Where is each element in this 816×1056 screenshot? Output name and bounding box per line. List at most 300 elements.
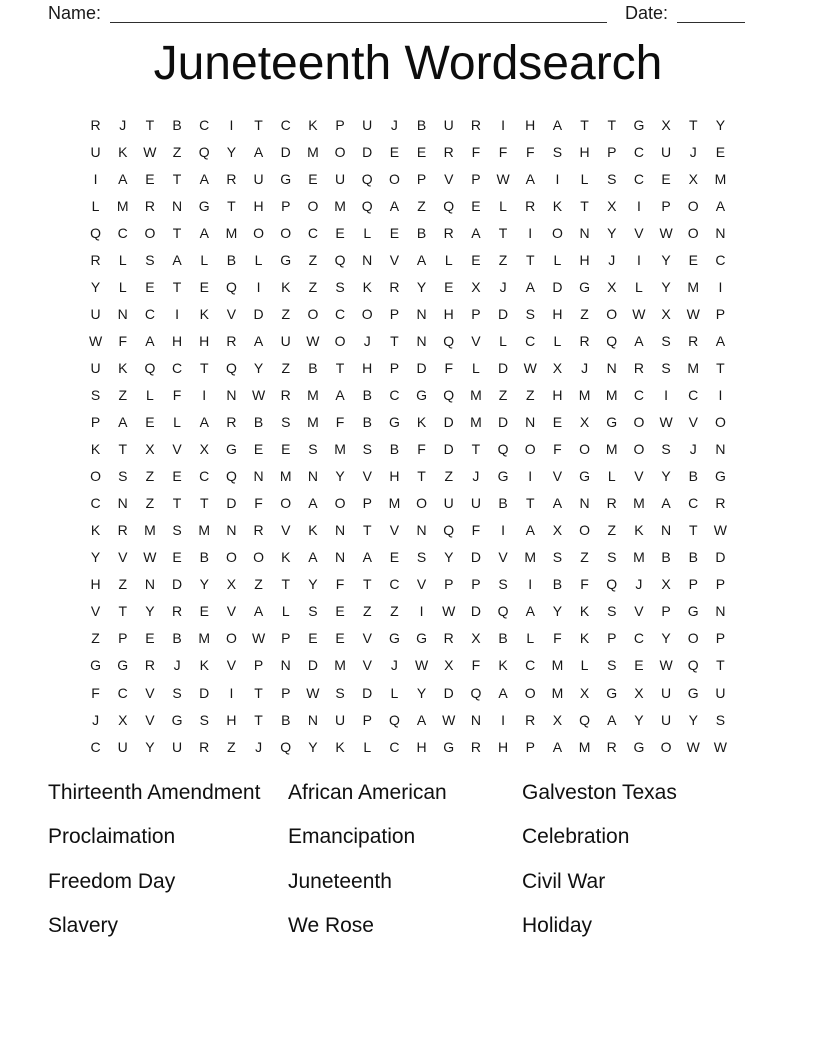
grid-cell: A — [416, 251, 427, 268]
grid-cell: Y — [416, 684, 427, 701]
grid-cell: J — [689, 143, 697, 160]
grid-cell: U — [661, 684, 672, 701]
grid-cell: B — [172, 116, 182, 133]
grid-cell: P — [471, 170, 481, 187]
grid-cell: J — [119, 116, 127, 133]
grid-cell: B — [308, 359, 318, 376]
grid-cell: C — [117, 684, 128, 701]
grid-cell: M — [334, 197, 346, 214]
grid-cell: F — [525, 143, 535, 160]
grid-cell: F — [471, 522, 481, 539]
grid-cell: C — [199, 468, 210, 485]
grid-cell: P — [118, 630, 128, 647]
grid-cell: M — [388, 495, 401, 512]
grid-cell: X — [471, 630, 481, 647]
grid-cell: A — [498, 684, 508, 701]
grid-cell: M — [225, 224, 238, 241]
grid-cell: T — [390, 332, 399, 349]
wordsearch-grid — [82, 111, 734, 760]
grid-cell: K — [118, 143, 128, 160]
grid-cell: G — [443, 738, 455, 755]
grid-cell: H — [443, 305, 454, 322]
grid-cell: X — [661, 116, 671, 133]
grid-cell: C — [525, 657, 536, 674]
grid-cell: X — [471, 278, 481, 295]
grid-cell: S — [308, 441, 318, 458]
grid-cell: N — [117, 305, 128, 322]
grid-cell: C — [633, 143, 644, 160]
grid-cell: E — [444, 278, 454, 295]
grid-cell: T — [172, 224, 182, 241]
grid-cell: S — [199, 711, 209, 728]
grid-cell: I — [93, 170, 98, 187]
grid-cell: X — [199, 441, 209, 458]
grid-cell: M — [578, 738, 591, 755]
grid-cell: L — [118, 251, 127, 268]
grid-cell: E — [335, 630, 345, 647]
grid-cell: V — [389, 251, 400, 268]
grid-cell: U — [117, 738, 128, 755]
word-list-item: Freedom Day — [48, 869, 176, 893]
grid-cell: E — [172, 549, 182, 566]
grid-cell: N — [416, 522, 427, 539]
grid-cell: R — [144, 657, 155, 674]
grid-cell: C — [144, 305, 155, 322]
grid-cell: Y — [253, 359, 264, 376]
grid-cell: Z — [417, 197, 426, 214]
grid-cell: S — [308, 603, 318, 620]
grid-cell: A — [416, 711, 427, 728]
grid-cell: M — [116, 197, 129, 214]
grid-cell: S — [362, 441, 372, 458]
grid-cell: G — [280, 170, 292, 187]
grid-cell: C — [90, 738, 101, 755]
grid-cell: I — [636, 251, 641, 268]
grid-cell: S — [172, 522, 182, 539]
grid-cell: T — [580, 116, 589, 133]
grid-cell: R — [90, 251, 101, 268]
grid-cell: O — [307, 197, 319, 214]
grid-cell: O — [687, 630, 699, 647]
grid-cell: N — [117, 495, 128, 512]
grid-cell: G — [579, 468, 591, 485]
grid-cell: G — [714, 468, 726, 485]
grid-cell: I — [664, 386, 669, 403]
grid-cell: N — [416, 332, 427, 349]
grid-cell: J — [363, 332, 371, 349]
grid-cell: T — [145, 116, 155, 133]
grid-cell: D — [443, 414, 454, 431]
word-list-item: We Rose — [288, 913, 374, 937]
grid-cell: B — [172, 630, 182, 647]
grid-cell: E — [634, 657, 644, 674]
grid-cell: N — [661, 522, 672, 539]
grid-cell: V — [226, 603, 237, 620]
grid-cell: E — [253, 441, 264, 458]
grid-cell: P — [607, 630, 617, 647]
grid-cell: E — [335, 603, 345, 620]
grid-cell: N — [280, 657, 291, 674]
grid-cell: H — [226, 711, 237, 728]
grid-cell: M — [714, 170, 727, 187]
grid-cell: K — [281, 549, 291, 566]
grid-cell: Y — [661, 630, 671, 647]
grid-cell: H — [90, 576, 101, 593]
grid-cell: R — [633, 359, 644, 376]
grid-cell: P — [389, 305, 400, 322]
grid-cell: W — [632, 305, 646, 322]
grid-cell: S — [661, 332, 671, 349]
grid-cell: H — [199, 332, 210, 349]
grid-cell: P — [607, 143, 617, 160]
grid-cell: V — [226, 305, 237, 322]
grid-cell: Q — [198, 143, 210, 160]
grid-cell: Y — [688, 711, 698, 728]
grid-cell: H — [172, 332, 183, 349]
grid-cell: Z — [281, 359, 291, 376]
grid-cell: D — [253, 305, 264, 322]
grid-cell: G — [687, 603, 699, 620]
grid-cell: L — [553, 332, 562, 349]
grid-cell: D — [443, 441, 454, 458]
word-list-item: Civil War — [522, 869, 606, 893]
word-list-item: Thirteenth Amendment — [48, 781, 261, 804]
grid-cell: V — [226, 657, 237, 674]
grid-cell: T — [118, 603, 128, 620]
grid-cell: F — [444, 359, 454, 376]
grid-cell: F — [118, 332, 128, 349]
grid-cell: R — [525, 711, 536, 728]
grid-cell: Y — [661, 278, 671, 295]
grid-cell: X — [552, 711, 563, 728]
grid-cell: U — [715, 684, 726, 701]
grid-cell: Q — [225, 359, 237, 376]
grid-cell: M — [605, 386, 618, 403]
grid-cell: Y — [416, 278, 427, 295]
grid-cell: N — [579, 224, 590, 241]
grid-cell: Z — [498, 251, 508, 268]
grid-cell: U — [443, 116, 454, 133]
grid-cell: V — [688, 414, 698, 431]
grid-cell: B — [688, 468, 698, 485]
grid-cell: X — [661, 305, 671, 322]
grid-cell: Q — [144, 359, 156, 376]
grid-cell: S — [145, 251, 155, 268]
grid-cell: R — [470, 116, 481, 133]
grid-cell: E — [552, 414, 563, 431]
grid-cell: N — [416, 305, 427, 322]
grid-cell: Z — [172, 143, 182, 160]
grid-cell: U — [280, 332, 291, 349]
grid-cell: V — [362, 657, 372, 674]
grid-cell: P — [416, 170, 427, 187]
grid-cell: P — [715, 576, 726, 593]
grid-cell: C — [307, 224, 318, 241]
grid-cell: K — [308, 116, 318, 133]
grid-cell: H — [389, 468, 400, 485]
grid-cell: A — [199, 224, 209, 241]
grid-cell: S — [90, 386, 101, 403]
grid-cell: E — [281, 441, 291, 458]
grid-cell: K — [634, 522, 644, 539]
grid-cell: D — [443, 684, 454, 701]
grid-cell: Y — [226, 143, 237, 160]
grid-cell: J — [472, 468, 480, 485]
grid-cell: C — [117, 224, 128, 241]
grid-cell: A — [389, 197, 400, 214]
grid-cell: U — [362, 116, 373, 133]
grid-cell: K — [362, 278, 372, 295]
grid-cell: A — [362, 549, 372, 566]
grid-cell: Z — [145, 468, 155, 485]
grid-cell: L — [200, 251, 209, 268]
grid-cell: I — [528, 576, 533, 593]
grid-cell: T — [607, 116, 617, 133]
grid-cell: W — [713, 522, 728, 539]
grid-cell: A — [253, 603, 264, 620]
grid-cell: N — [307, 468, 318, 485]
grid-cell: Q — [334, 251, 346, 268]
grid-cell: T — [417, 468, 426, 485]
grid-cell: Q — [388, 711, 400, 728]
grid-cell: M — [605, 441, 618, 458]
grid-cell: Y — [90, 278, 101, 295]
grid-cell: I — [501, 711, 506, 728]
grid-cell: C — [715, 251, 726, 268]
grid-cell: D — [552, 278, 563, 295]
name-blank-line — [110, 5, 607, 23]
grid-cell: P — [688, 576, 698, 593]
grid-cell: I — [175, 305, 180, 322]
grid-cell: O — [361, 305, 373, 322]
grid-cell: S — [661, 359, 671, 376]
grid-cell: M — [307, 143, 319, 160]
grid-cell: T — [362, 576, 372, 593]
grid-cell: G — [171, 711, 183, 728]
grid-cell: I — [501, 522, 506, 539]
grid-cell: W — [251, 630, 266, 647]
grid-cell: P — [389, 359, 400, 376]
grid-cell: O — [687, 197, 699, 214]
grid-cell: H — [579, 251, 590, 268]
grid-cell: A — [471, 224, 481, 241]
grid-cell: C — [335, 305, 346, 322]
grid-cell: A — [145, 332, 155, 349]
grid-cell: P — [281, 684, 291, 701]
header-row — [48, 3, 745, 23]
grid-cell: S — [661, 441, 671, 458]
grid-cell: R — [525, 197, 536, 214]
grid-cell: O — [551, 224, 563, 241]
grid-cell: L — [580, 657, 589, 674]
grid-cell: W — [713, 738, 728, 755]
grid-cell: T — [199, 495, 209, 512]
grid-cell: K — [118, 359, 128, 376]
grid-cell: M — [551, 684, 564, 701]
grid-cell: N — [226, 522, 237, 539]
grid-cell: J — [635, 576, 643, 593]
grid-cell: L — [91, 197, 100, 214]
grid-cell: T — [716, 359, 725, 376]
grid-cell: S — [498, 576, 508, 593]
grid-cell: A — [715, 332, 726, 349]
grid-cell: H — [498, 738, 509, 755]
grid-cell: G — [606, 684, 618, 701]
grid-cell: Q — [579, 711, 591, 728]
grid-cell: Q — [361, 170, 373, 187]
grid-cell: V — [362, 468, 372, 485]
grid-cell: C — [389, 386, 400, 403]
grid-cell: B — [253, 414, 264, 431]
grid-cell: Q — [470, 684, 482, 701]
grid-cell: B — [389, 441, 400, 458]
grid-cell: D — [470, 603, 481, 620]
date-blank-line — [677, 5, 745, 23]
grid-cell: Z — [308, 251, 318, 268]
grid-cell: O — [90, 468, 102, 485]
grid-cell: D — [470, 549, 481, 566]
grid-cell: W — [306, 684, 320, 701]
grid-cell: V — [172, 441, 182, 458]
grid-cell: S — [335, 684, 345, 701]
grid-cell: A — [552, 495, 563, 512]
grid-cell: R — [117, 522, 128, 539]
grid-cell: M — [307, 414, 319, 431]
grid-cell: O — [253, 224, 265, 241]
grid-cell: X — [661, 576, 671, 593]
grid-cell: X — [145, 441, 155, 458]
grid-cell: R — [199, 738, 210, 755]
grid-cell: H — [552, 305, 563, 322]
grid-cell: B — [226, 251, 237, 268]
grid-cell: K — [498, 657, 508, 674]
grid-cell: U — [253, 170, 264, 187]
grid-cell: E — [145, 630, 155, 647]
grid-cell: G — [497, 468, 509, 485]
grid-cell: E — [389, 143, 400, 160]
grid-cell: V — [145, 711, 155, 728]
word-list — [48, 780, 776, 957]
grid-cell: S — [118, 468, 128, 485]
grid-cell: Z — [91, 630, 100, 647]
grid-cell: L — [553, 251, 562, 268]
grid-cell: R — [90, 116, 101, 133]
grid-cell: I — [229, 684, 234, 701]
grid-cell: L — [444, 251, 453, 268]
grid-cell: A — [253, 143, 264, 160]
grid-cell: D — [172, 576, 183, 593]
grid-cell: A — [118, 170, 128, 187]
grid-cell: V — [634, 603, 644, 620]
grid-cell: Y — [634, 711, 644, 728]
grid-cell: J — [581, 359, 589, 376]
grid-cell: Y — [145, 738, 155, 755]
grid-cell: U — [470, 495, 481, 512]
grid-cell: O — [253, 549, 265, 566]
grid-cell: S — [552, 143, 563, 160]
grid-cell: P — [661, 197, 671, 214]
grid-cell: E — [389, 224, 400, 241]
grid-cell: E — [199, 603, 209, 620]
grid-cell: H — [552, 386, 563, 403]
grid-cell: B — [362, 414, 372, 431]
grid-cell: Z — [308, 278, 318, 295]
grid-cell: Q — [225, 468, 237, 485]
grid-cell: A — [525, 522, 535, 539]
grid-cell: Z — [580, 305, 589, 322]
grid-cell: A — [552, 738, 563, 755]
grid-cell: K — [416, 414, 427, 431]
grid-cell: T — [254, 684, 263, 701]
grid-cell: O — [225, 630, 237, 647]
grid-cell: C — [389, 576, 400, 593]
grid-cell: D — [715, 549, 726, 566]
grid-cell: L — [526, 630, 535, 647]
grid-cell: O — [225, 549, 237, 566]
grid-cell: A — [308, 495, 318, 512]
grid-cell: K — [90, 522, 101, 539]
grid-cell: C — [172, 359, 183, 376]
grid-cell: M — [334, 441, 346, 458]
grid-cell: W — [496, 170, 510, 187]
grid-cell: X — [444, 657, 454, 674]
grid-cell: P — [471, 576, 481, 593]
grid-cell: D — [498, 414, 509, 431]
grid-cell: E — [471, 197, 481, 214]
grid-cell: C — [90, 495, 101, 512]
grid-cell: T — [498, 224, 508, 241]
grid-cell: O — [714, 414, 726, 431]
grid-cell: R — [606, 738, 617, 755]
grid-cell: M — [551, 657, 564, 674]
grid-cell: L — [580, 170, 589, 187]
grid-cell: T — [281, 576, 291, 593]
grid-cell: Q — [361, 197, 373, 214]
grid-cell: X — [552, 522, 563, 539]
grid-cell: C — [525, 332, 536, 349]
grid-cell: N — [715, 603, 726, 620]
grid-cell: P — [525, 738, 535, 755]
grid-cell: I — [636, 197, 641, 214]
grid-cell: Z — [118, 386, 128, 403]
grid-cell: I — [501, 116, 506, 133]
grid-cell: B — [661, 549, 671, 566]
grid-cell: A — [335, 386, 345, 403]
grid-cell: H — [579, 143, 590, 160]
grid-cell: B — [552, 576, 563, 593]
grid-cell: O — [334, 143, 346, 160]
grid-cell: O — [579, 441, 591, 458]
grid-cell: G — [606, 414, 618, 431]
grid-cell: N — [335, 549, 346, 566]
grid-cell: B — [498, 630, 508, 647]
grid-cell: Q — [443, 197, 455, 214]
grid-cell: W — [143, 143, 157, 160]
grid-cell: T — [172, 170, 182, 187]
grid-cell: J — [390, 116, 398, 133]
grid-cell: U — [172, 738, 183, 755]
grid-cell: B — [498, 495, 508, 512]
grid-cell: R — [715, 495, 726, 512]
grid-cell: U — [90, 305, 101, 322]
word-list-item: Galveston Texas — [522, 781, 677, 804]
grid-cell: P — [715, 630, 726, 647]
grid-cell: L — [363, 224, 372, 241]
grid-cell: T — [335, 359, 345, 376]
grid-cell: T — [688, 116, 698, 133]
grid-cell: J — [390, 657, 398, 674]
grid-cell: L — [254, 251, 263, 268]
